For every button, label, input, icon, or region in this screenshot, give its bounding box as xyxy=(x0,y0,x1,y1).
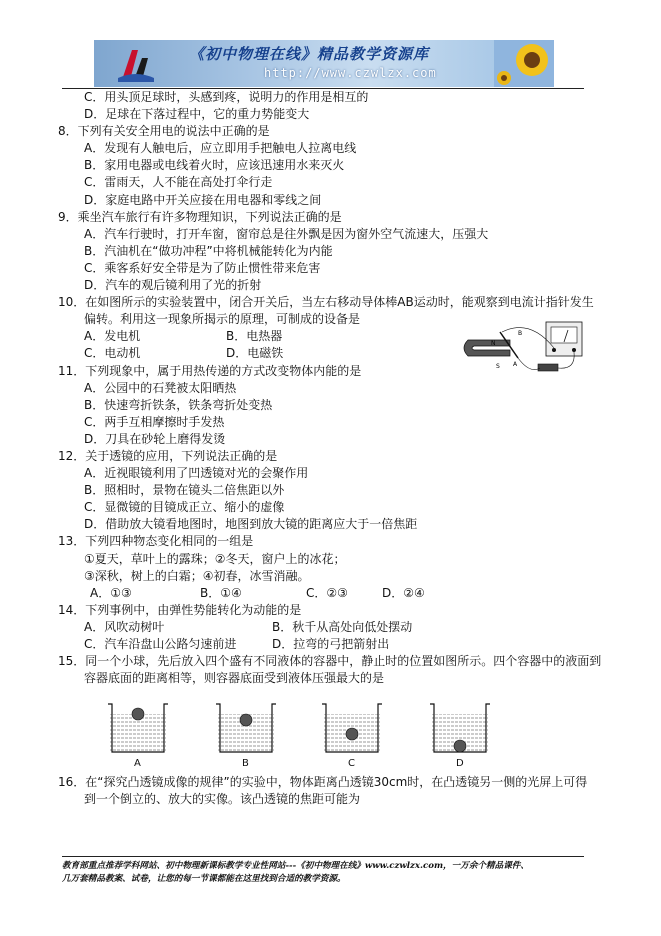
rod-end-a-label: A xyxy=(513,361,518,368)
magnet-north-label: N xyxy=(491,340,496,347)
q10-option-a[interactable]: A．发电机 xyxy=(84,329,141,344)
rod-end-b-label: B xyxy=(518,330,523,337)
u-magnet-icon xyxy=(464,340,510,356)
q13-options xyxy=(58,585,588,602)
exam-content xyxy=(58,89,602,687)
q15-stem-line2: 容器底面的距离相等，则容器底面受到液体压强最大的是 xyxy=(84,671,385,686)
q10-stem-line1: 10．在如图所示的实验装置中，闭合开关后，当左右移动导体棒AB运动时，能观察到电流计指针发生 xyxy=(58,295,594,310)
b2-question-stem: 13．下列四种物态变化相同的一组是 xyxy=(58,534,254,549)
b2-option-line[interactable]: ①夏天，草叶上的露珠；②冬天，窗户上的冰花； xyxy=(84,551,346,566)
b2-option-line[interactable]: ③深秋，树上的白霜；④初春，冰雪消融。 xyxy=(84,568,310,583)
b2-option-line[interactable]: D．借助放大镜看地图时，地图到放大镜的距离应大于一倍焦距 xyxy=(84,517,418,532)
page-footer xyxy=(62,860,602,886)
q14-option-c[interactable]: C．汽车沿盘山公路匀速前进 xyxy=(84,637,237,651)
q16-stem-line2: 到一个倒立的、放大的实像。该凸透镜的焦距可能为 xyxy=(84,792,361,807)
q16-stem-line1: 16．在“探究凸透镜成像的规律”的实验中，物体距离凸透镜30cm时，在凸透镜另一侧的光屏上可得 xyxy=(58,775,588,789)
magnet-south-label: S xyxy=(496,363,500,370)
beaker-c-icon xyxy=(320,700,384,756)
b1-question-stem: 8．下列有关安全用电的说法中正确的是 xyxy=(58,124,270,139)
b2-option-line[interactable]: C．显微镜的目镜成正立、缩小的虚像 xyxy=(84,500,285,515)
q10-stem-line2: 偏转。利用这一现象所揭示的原理，可制成的设备是 xyxy=(84,312,361,327)
site-title: 《初中物理在线》精品教学资源库 xyxy=(189,45,430,63)
b2-question-stem: 11．下列现象中，属于用热传递的方式改变物体内能的是 xyxy=(58,363,362,378)
b1-option-line[interactable]: D．家庭电路中开关应接在用电器和零线之间 xyxy=(84,192,322,207)
footer-line1: 教育部重点推荐学科网站、初中物理新课标教学专业性网站---《初中物理在线》www.czwlzx.com，一万余个精品课件、 xyxy=(62,861,529,871)
b1-option-line[interactable]: B．汽油机在“做功冲程”中将机械能转化为内能 xyxy=(84,243,333,258)
b2-option-line[interactable]: C．两手互相摩擦时手发热 xyxy=(84,414,225,429)
q14-option-d[interactable]: D．拉弯的弓把箭射出 xyxy=(272,637,390,651)
b1-option-line[interactable]: C．乘客系好安全带是为了防止惯性带来危害 xyxy=(84,260,321,275)
b1-option-line[interactable]: C．用头顶足球时，头感到疼，说明力的作用是相互的 xyxy=(84,90,369,104)
beaker-b-icon xyxy=(214,700,278,756)
q14-options-row2 xyxy=(58,636,588,653)
b1-option-line[interactable]: D．汽车的观后镜利用了光的折射 xyxy=(84,278,262,293)
q16-block xyxy=(58,774,598,808)
beaker-label-d[interactable]: D xyxy=(456,758,464,769)
q10-apparatus-figure xyxy=(460,318,590,378)
b1-option-line[interactable]: A．汽车行驶时，打开车窗，窗帘总是往外飘是因为窗外空气流速大，压强大 xyxy=(84,226,489,241)
q13-option-c[interactable]: C．②③ xyxy=(306,585,348,600)
q13-option-b[interactable]: B．①④ xyxy=(200,585,242,600)
switch-icon xyxy=(538,364,558,371)
q13-option-a[interactable]: A．①③ xyxy=(90,585,132,600)
b1-option-line[interactable]: A．发现有人触电后，应立即用手把触电人拉离电线 xyxy=(84,141,357,156)
header-banner xyxy=(94,40,554,87)
b2-option-line[interactable]: B．快速弯折铁条，铁条弯折处变热 xyxy=(84,397,273,412)
footer-line2: 几万套精品教案、试卷，让您的每一节课都能在这里找到合适的教学资源。 xyxy=(62,874,346,884)
b2-question-stem: 12．关于透镜的应用，下列说法正确的是 xyxy=(58,448,278,463)
beaker-label-c[interactable]: C xyxy=(348,758,355,769)
q10-option-b[interactable]: B．电热器 xyxy=(226,329,283,344)
b1-question-stem: 9．乘坐汽车旅行有许多物理知识，下列说法正确的是 xyxy=(58,209,342,224)
site-url[interactable]: http://www.czwlzx.com xyxy=(264,66,437,80)
site-logo-icon xyxy=(116,44,156,84)
q13-option-d[interactable]: D．②④ xyxy=(382,585,425,600)
b2-option-line[interactable]: A．近视眼镜利用了凹透镜对光的会聚作用 xyxy=(84,466,309,481)
b1-option-line[interactable]: B．家用电器或电线着火时，应该迅速用水来灭火 xyxy=(84,158,345,173)
q14-options-row1 xyxy=(58,619,588,636)
b2-option-line[interactable]: D．刀具在砂轮上磨得发烫 xyxy=(84,431,226,446)
beaker-d-icon xyxy=(428,700,492,756)
q10-option-c[interactable]: C．电动机 xyxy=(84,346,141,361)
q14-stem: 14．下列事例中，由弹性势能转化为动能的是 xyxy=(58,602,302,617)
sunflower-icon xyxy=(494,40,554,87)
q14-option-b[interactable]: B．秋千从高处向低处摆动 xyxy=(272,619,413,634)
footer-rule xyxy=(62,856,584,857)
beaker-label-b[interactable]: B xyxy=(242,758,249,769)
beaker-label-a[interactable]: A xyxy=(134,758,141,769)
b1-option-line[interactable]: C．雷雨天，人不能在高处打伞行走 xyxy=(84,175,273,190)
q14-option-a[interactable]: A．风吹动树叶 xyxy=(84,619,165,634)
b2-option-line[interactable]: A．公园中的石凳被太阳晒热 xyxy=(84,380,237,395)
q10-option-d[interactable]: D．电磁铁 xyxy=(226,346,284,361)
beaker-a-icon xyxy=(106,700,170,756)
b2-option-line[interactable]: B．照相时，景物在镜头二倍焦距以外 xyxy=(84,483,285,498)
q15-stem-line1: 15．同一个小球，先后放入四个盛有不同液体的容器中，静止时的位置如图所示。四个容器中的液面到 xyxy=(58,654,602,669)
b1-option-line[interactable]: D．足球在下落过程中，它的重力势能变大 xyxy=(84,107,310,122)
